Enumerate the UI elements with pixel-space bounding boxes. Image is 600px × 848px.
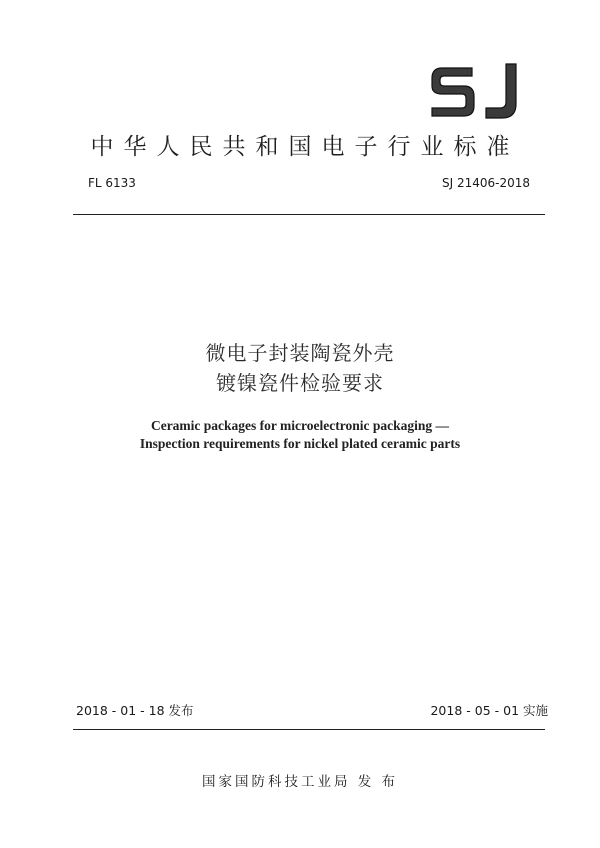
chinese-title-line-2: 镀镍瓷件检验要求 [216,371,384,395]
logo-text: SJ [428,60,429,61]
issue-date: 2018 - 01 - 18 发布 [76,703,194,718]
sj-logo [428,60,520,124]
implementation-date: 2018 - 05 - 01 实施 [430,703,548,718]
logo-letter-s [432,68,474,116]
industry-standard-title: 中华人民共和国电子行业标准 [90,134,520,160]
standard-number: SJ 21406-2018 [441,176,530,190]
classification-code: FL 6133 [88,176,136,190]
logo-letter-j [486,64,516,118]
english-title-line-2: Inspection requirements for nickel plated ceramic parts [139,436,461,451]
bottom-divider [73,729,545,730]
publisher: 国家国防科技工业局 发 布 [201,774,399,790]
english-title-line-1: Ceramic packages for microelectronic packaging — [150,418,450,433]
top-divider [73,214,545,215]
chinese-title-line-1: 微电子封装陶瓷外壳 [205,341,395,365]
